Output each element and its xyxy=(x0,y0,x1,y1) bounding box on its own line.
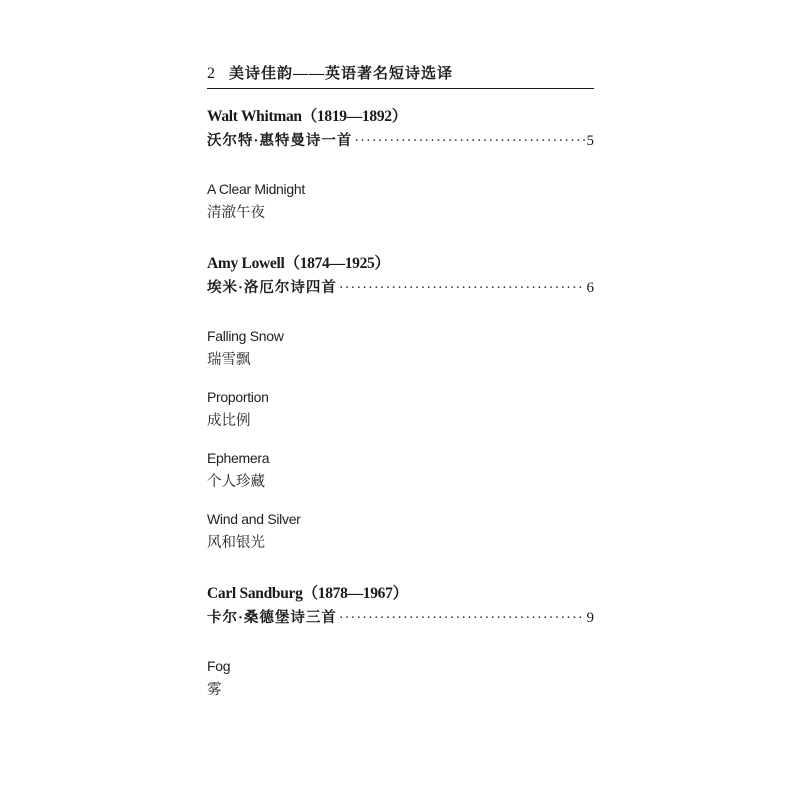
author-toc-line[interactable] xyxy=(207,606,594,631)
poem-entry xyxy=(207,654,594,702)
poem-list xyxy=(207,177,594,225)
author-toc-line[interactable] xyxy=(207,276,594,301)
author-cn-heading: 埃米·洛厄尔诗四首 xyxy=(207,280,337,296)
poem-list xyxy=(207,324,594,555)
dot-leader xyxy=(339,276,585,301)
page-reference: 6 xyxy=(586,280,594,296)
author-cn-heading: 沃尔特·惠特曼诗一首 xyxy=(207,133,353,149)
author-entry xyxy=(207,581,594,702)
page-number: 2 xyxy=(207,65,215,82)
poem-title-en: A Clear Midnight xyxy=(207,181,305,197)
poem-title-cn: 雾 xyxy=(207,682,222,698)
book-page xyxy=(207,62,594,728)
poem-entry xyxy=(207,507,594,555)
poem-entry xyxy=(207,385,594,433)
author-entry xyxy=(207,104,594,225)
table-of-contents xyxy=(207,104,594,702)
book-title: 美诗佳韵——英语著名短诗选译 xyxy=(229,66,454,82)
author-toc-line[interactable] xyxy=(207,129,594,154)
poem-entry xyxy=(207,177,594,225)
poem-title-en: Ephemera xyxy=(207,450,270,466)
poem-title-en: Proportion xyxy=(207,389,269,405)
poem-title-en: Falling Snow xyxy=(207,328,284,344)
author-cn-heading: 卡尔·桑德堡诗三首 xyxy=(207,610,337,626)
poem-title-cn: 清澈午夜 xyxy=(207,205,265,221)
poem-title-en: Fog xyxy=(207,658,231,674)
poem-title-cn: 成比例 xyxy=(207,413,251,429)
dot-leader xyxy=(354,129,584,154)
page-reference: 5 xyxy=(586,133,594,149)
author-name: Amy Lowell（1874—1925） xyxy=(207,255,390,272)
dot-leader xyxy=(339,606,585,631)
author-entry xyxy=(207,251,594,555)
author-name: Carl Sandburg（1878—1967） xyxy=(207,585,408,602)
poem-entry xyxy=(207,446,594,494)
poem-entry xyxy=(207,324,594,372)
poem-title-cn: 瑞雪飘 xyxy=(207,352,251,368)
author-name: Walt Whitman（1819—1892） xyxy=(207,108,407,125)
poem-list xyxy=(207,654,594,702)
poem-title-cn: 个人珍藏 xyxy=(207,474,265,490)
page-reference: 9 xyxy=(586,610,594,626)
running-header xyxy=(207,62,594,89)
poem-title-cn: 风和银光 xyxy=(207,535,265,551)
poem-title-en: Wind and Silver xyxy=(207,511,301,527)
